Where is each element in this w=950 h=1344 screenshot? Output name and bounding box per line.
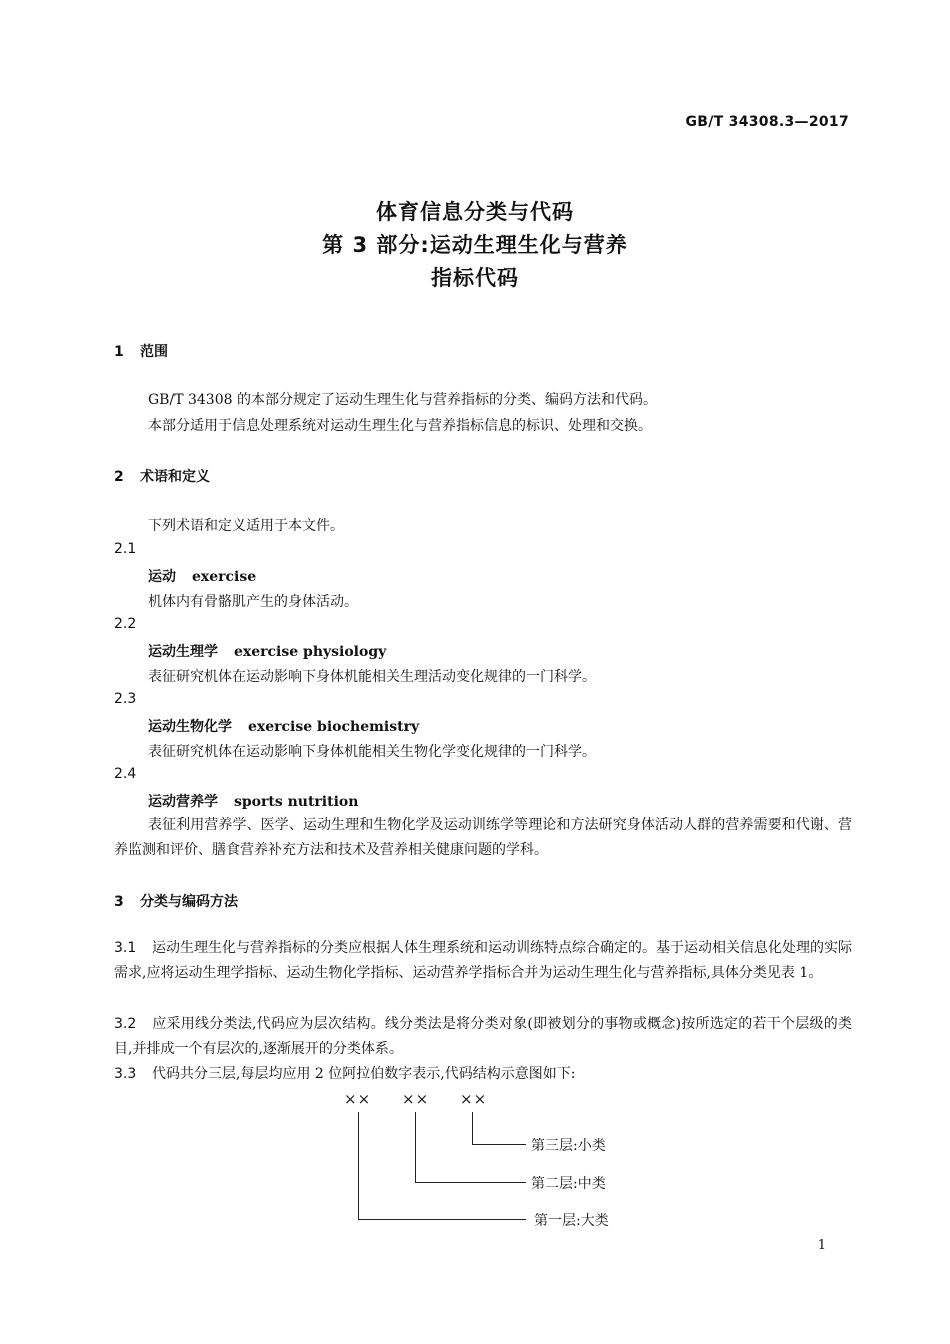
code-mark-level-3: ×× [460, 1090, 488, 1108]
term-number: 2.1 [114, 541, 137, 557]
section-3-heading [114, 891, 238, 911]
level-3-label: 第三层:小类 [531, 1138, 606, 1154]
clause-text: 运动生理生化与营养指标的分类应根据人体生理系统和运动训练特点综合确定的。基于运动相关信息化处理的实际需求,应将运动生理学指标、运动生物化学指标、运动营养学指标合并为运动生理生化与营养指标,具体分类见表 1。 [114, 940, 852, 981]
connector-level-3-horizontal [472, 1144, 526, 1145]
term-heading [148, 641, 386, 661]
code-structure-diagram [330, 1090, 650, 1230]
section-title: 分类与编码方法 [140, 894, 238, 910]
connector-level-1-vertical [358, 1112, 359, 1219]
connector-level-2-horizontal [415, 1182, 526, 1183]
section-1-paragraph-2: 本部分适用于信息处理系统对运动生理生化与营养指标信息的标识、处理和交换。 [148, 418, 652, 434]
clause-3-2 [114, 1012, 852, 1062]
term-number: 2.2 [114, 616, 137, 632]
section-number: 3 [114, 894, 124, 910]
section-1-heading [114, 341, 168, 361]
section-1-paragraph-1: GB/T 34308 的本部分规定了运动生理生化与营养指标的分类、编码方法和代码。 [148, 392, 657, 408]
term-en: exercise biochemistry [248, 719, 420, 735]
clause-3-1 [114, 936, 852, 986]
term-en: sports nutrition [234, 794, 359, 810]
code-mark-level-2: ×× [402, 1090, 430, 1108]
connector-level-1-horizontal [358, 1219, 526, 1220]
term-definition: 机体内有骨骼肌产生的身体活动。 [148, 594, 358, 610]
section-title: 范围 [140, 344, 168, 360]
title-line-3: 指标代码 [431, 266, 519, 290]
term-number: 2.4 [114, 766, 137, 782]
term-heading [148, 716, 419, 736]
clause-text: 代码共分三层,每层均应用 2 位阿拉伯数字表示,代码结构示意图如下: [152, 1066, 576, 1082]
section-2-intro: 下列术语和定义适用于本文件。 [148, 518, 344, 534]
section-title: 术语和定义 [140, 469, 210, 485]
term-heading [148, 566, 256, 586]
level-1-label: 第一层:大类 [534, 1213, 609, 1229]
term-number: 2.3 [114, 691, 137, 707]
term-cn: 运动营养学 [148, 794, 218, 810]
standard-number: GB/T 34308.3—2017 [685, 114, 849, 130]
term-cn: 运动生物化学 [148, 719, 232, 735]
clause-text: 应采用线分类法,代码应为层次结构。线分类法是将分类对象(即被划分的事物或概念)按所选定的若干个层级的类目,并排成一个有层次的,逐渐展开的分类体系。 [114, 1016, 852, 1057]
term-definition: 表征研究机体在运动影响下身体机能相关生理活动变化规律的一门科学。 [148, 669, 596, 685]
section-number: 2 [114, 469, 124, 485]
section-number: 1 [114, 344, 124, 360]
connector-level-2-vertical [415, 1112, 416, 1182]
connector-level-3-vertical [472, 1112, 473, 1144]
term-en: exercise [192, 569, 257, 585]
term-definition: 表征研究机体在运动影响下身体机能相关生物化学变化规律的一门科学。 [148, 744, 596, 760]
title-line-2: 第 3 部分:运动生理生化与营养 [322, 233, 628, 257]
term-en: exercise physiology [234, 644, 387, 660]
section-2-heading [114, 466, 210, 486]
code-mark-level-1: ×× [344, 1090, 372, 1108]
term-cn: 运动 [148, 569, 176, 585]
clause-number: 3.1 [114, 940, 137, 956]
page-number: 1 [817, 1238, 826, 1253]
clause-3-3 [114, 1062, 852, 1087]
term-definition: 表征利用营养学、医学、运动生理和生物化学及运动训练学等理论和方法研究身体活动人群的营养需要和代谢、营养监测和评价、膳食营养补充方法和技术及营养相关健康问题的学科。 [114, 817, 852, 858]
title-line-1: 体育信息分类与代码 [376, 200, 574, 224]
term-heading [148, 791, 358, 811]
term-cn: 运动生理学 [148, 644, 218, 660]
level-2-label: 第二层:中类 [531, 1176, 606, 1192]
clause-number: 3.2 [114, 1016, 137, 1032]
clause-number: 3.3 [114, 1066, 137, 1082]
